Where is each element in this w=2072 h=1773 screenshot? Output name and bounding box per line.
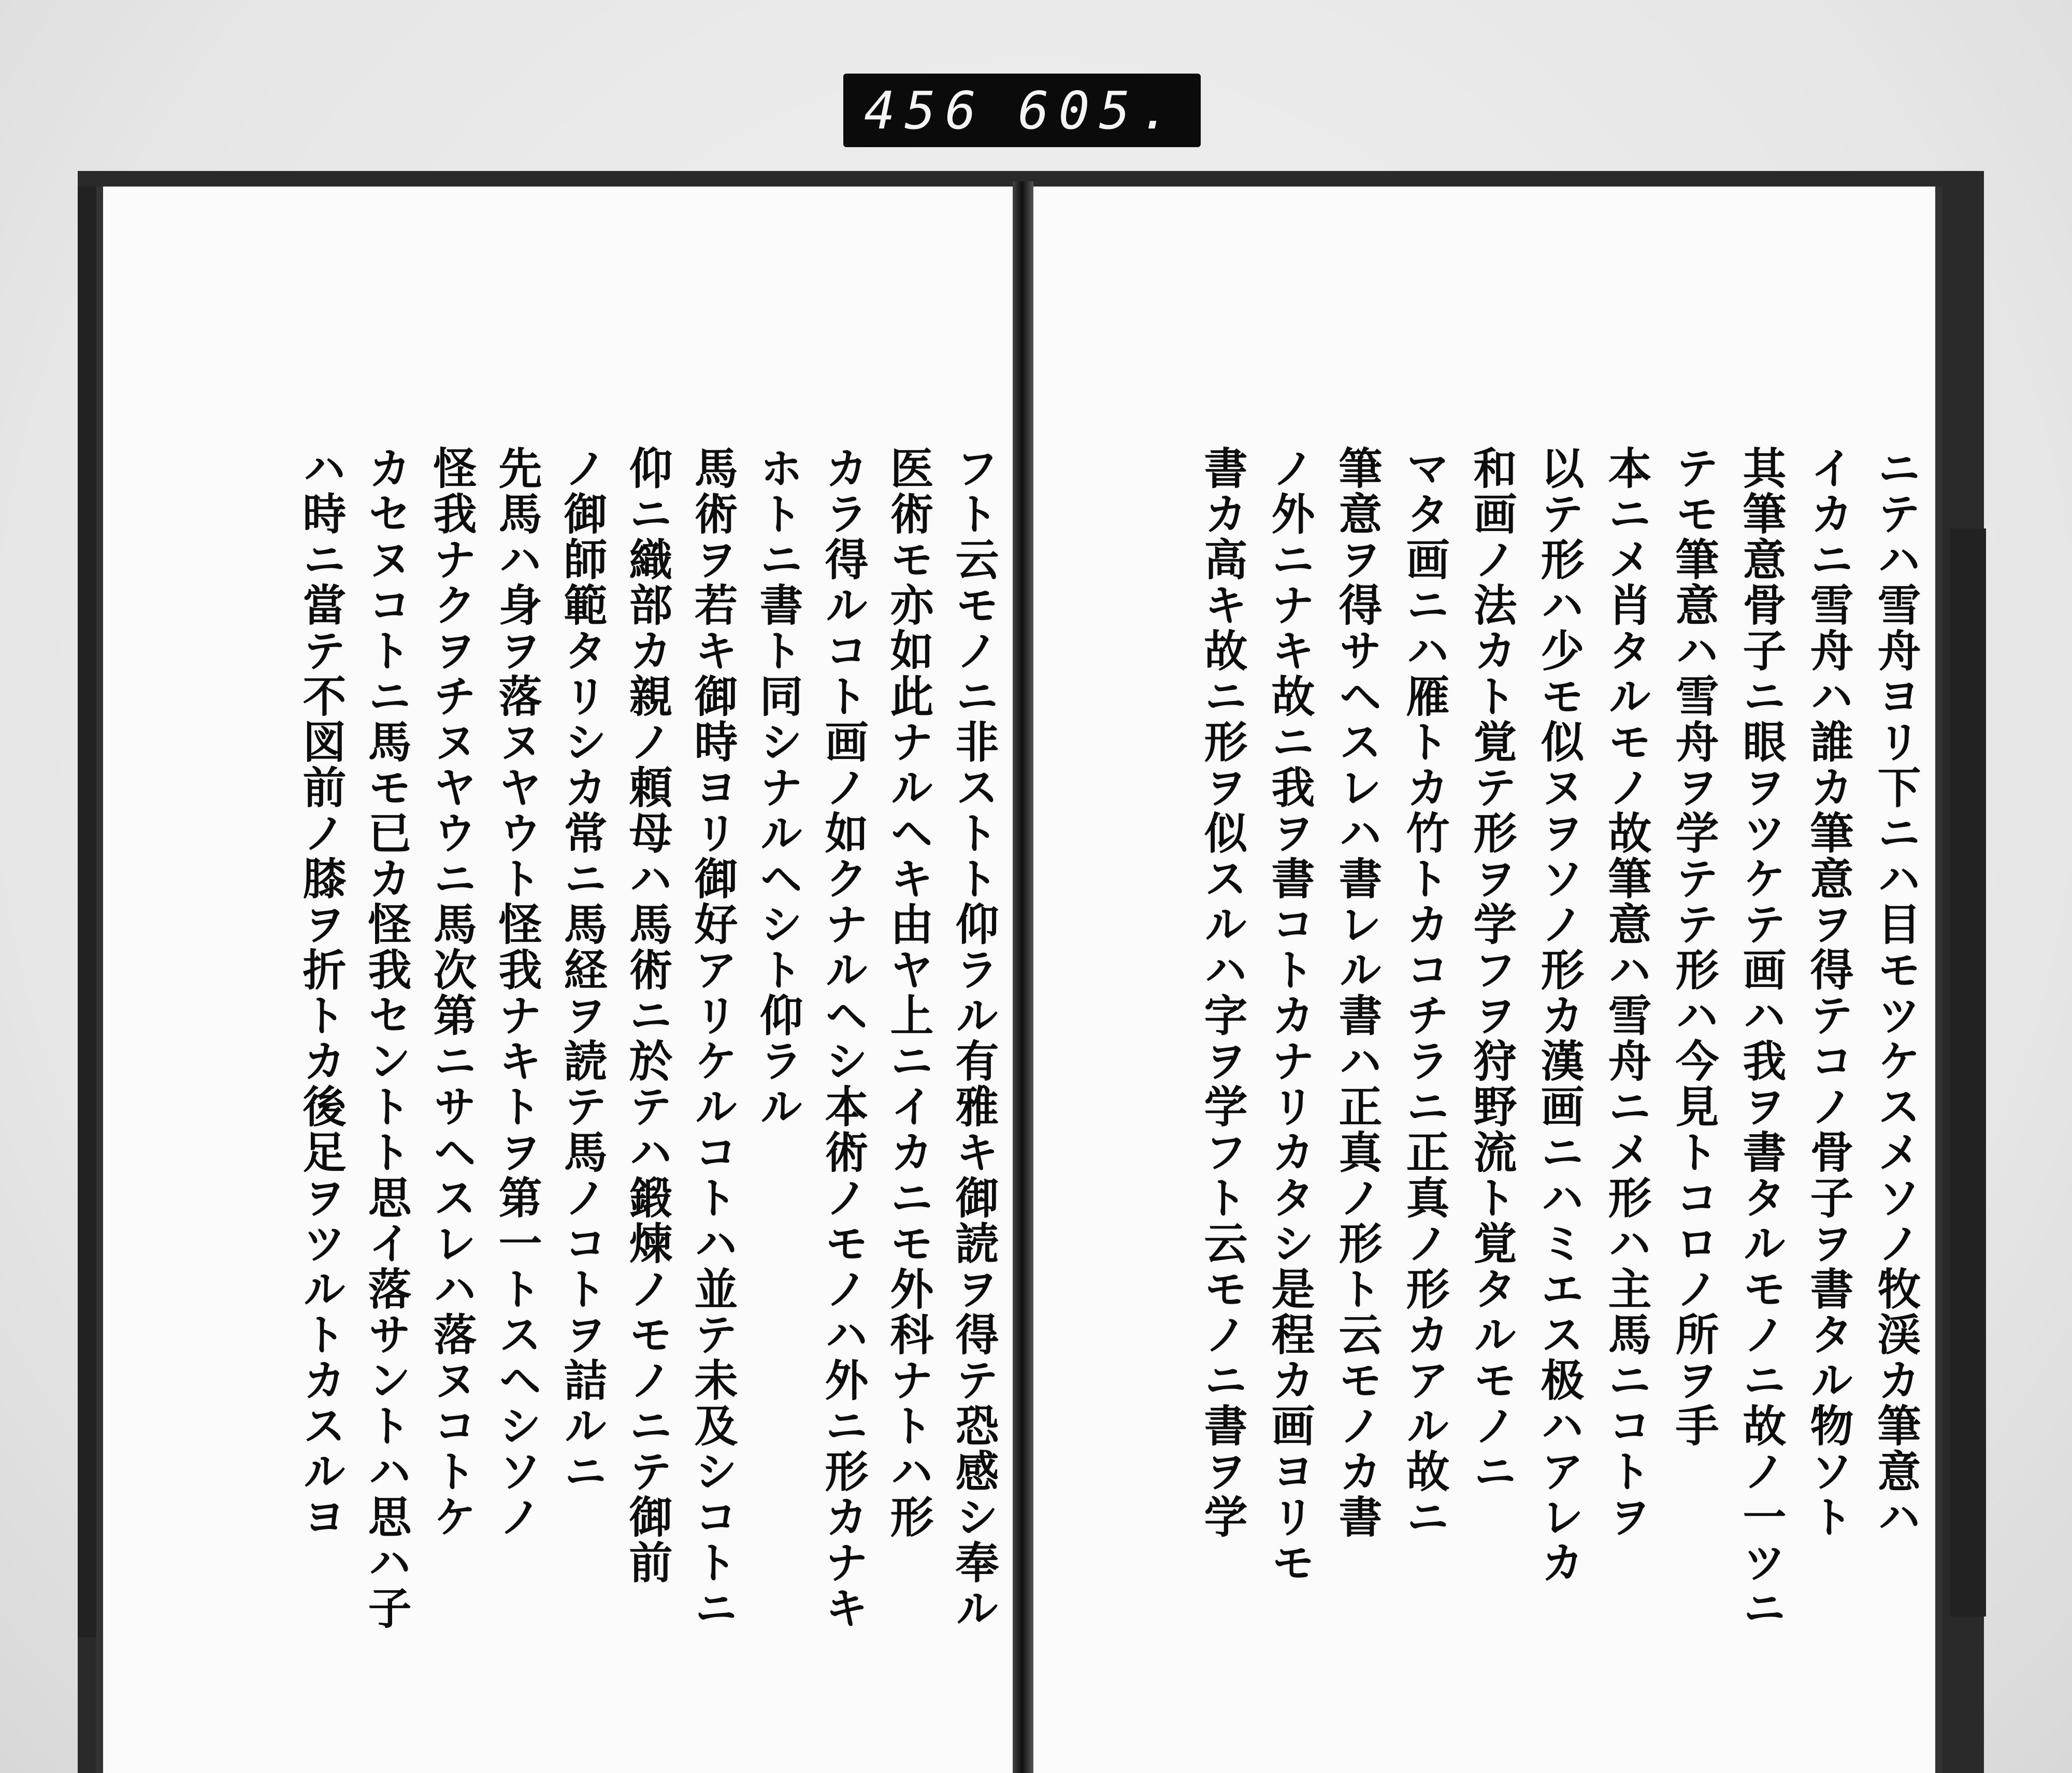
text-column: 筆意ヲ得サヘスレハ書レル書ハ正真ノ形ト云モノカ書 [1332,446,1383,1540]
text-column: 和画ノ法カト覚テ形ヲ学フヲ狩野流ト覚タルモノニ [1466,446,1518,1494]
plate-right-number: 605. [1018,80,1180,141]
text-column: 仰ニ織部カ親ノ頼母ハ馬術ニ於テハ鍛煉ノモノニテ御前 [622,446,673,1585]
text-column: ホトニ書ト同シナルヘシト仰ラル [753,446,804,1129]
left-page-edge-shadow [78,187,96,1637]
archive-number-plate [843,74,1201,147]
right-page-edge-shadow [1950,528,1986,1617]
text-column: 馬術ヲ若キ御時ヨリ御好アリケルコトハ並テ未及シコトニ [687,446,739,1631]
text-column: 怪我ナクヲチヌヤウニ馬次第ニサヘスレハ落ヌコトケ [426,446,478,1540]
text-column: 本ニメ肖タルモノ故筆意ハ雪舟ニメ形ハ主馬ニコトヲ [1601,446,1652,1540]
left-page-text [145,446,1000,1631]
text-column: ノ御師範タリシカ常ニ馬経ヲ読テ馬ノコトヲ詰ルニ [557,446,608,1494]
text-column: イカニ雪舟ハ誰カ筆意ヲ得テコノ骨子ヲ書タル物ソト [1803,446,1854,1540]
text-column: 其筆意骨子ニ眼ヲツケテ画ハ我ヲ書タルモノニ故ノ一ツニ [1736,446,1787,1631]
text-column: 書カ高キ故ニ形ヲ似スルハ字ヲ学フト云モノニ書ヲ学 [1197,446,1248,1540]
text-column: 先馬ハ身ヲ落ヌヤウト怪我ナキトヲ第一トスヘシソノ [492,446,543,1540]
text-column: テモ筆意ハ雪舟ヲ学テテ形ハ今見トコロノ所ヲ手 [1668,446,1720,1449]
text-column: マタ画ニハ雁トカ竹トカコチラニ正真ノ形カアル故ニ [1399,446,1450,1540]
text-column: 以テ形ハ少モ似ヌヲソノ形カ漢画ニハミエス极ハアレカ [1534,446,1585,1585]
text-column: ハ時ニ當テ不図前ノ膝ヲ折トカ後足ヲツルトカスルヨ [296,446,347,1540]
text-column: カセヌコトニ馬モ已カ怪我セントト思イ落サントハ思ハ子 [361,446,412,1631]
text-column: フト云モノニ非ストト仰ラル有雅キ御読ヲ得テ恐感シ奉ル [948,446,1000,1631]
book-spine [1013,181,1033,1773]
text-column: ニテハ雪舟ヨリ下ニハ目モツケスメソノ牧渓カ筆意ハ [1870,446,1922,1540]
text-column: ノ外ニナキ故ニ我ヲ書コトカナリカタシ是程カ画ヨリモ [1264,446,1316,1585]
text-column: カラ得ルコト画ノ如クナルヘシ本術ノモノハ外ニ形カナキ [818,446,869,1631]
right-page-text [1052,446,1922,1631]
text-column: 医術モ亦如此ナルヘキ由ヤ上ニイカニモ外科ナトハ形 [883,446,934,1540]
plate-left-number: 456 [864,80,986,141]
